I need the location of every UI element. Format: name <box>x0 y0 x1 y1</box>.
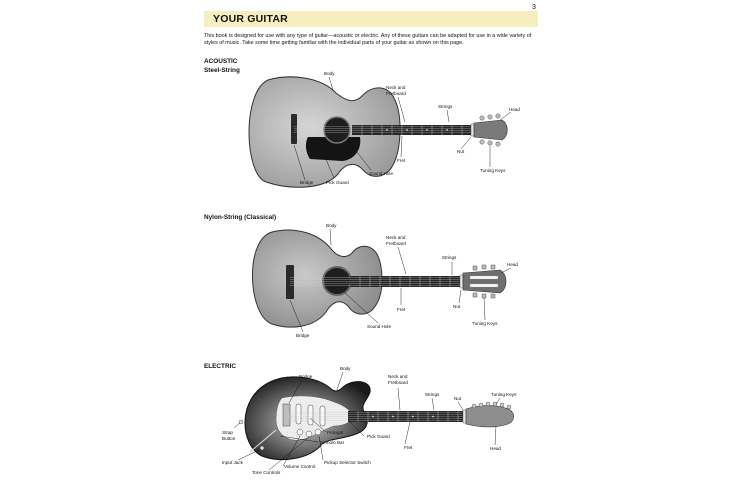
classical-neck-label: Neck and <box>386 235 406 240</box>
classical-head-label: Head <box>507 262 518 267</box>
acoustic-head-label: Head <box>509 107 520 112</box>
electric-head-label: Head <box>490 446 501 451</box>
acoustic-fret-label: Fret <box>397 158 406 163</box>
acoustic-nut-label: Nut <box>457 149 465 154</box>
acoustic-fretboard-label: Fretboard <box>386 91 406 96</box>
classical-head <box>463 270 506 293</box>
electric-input-jack-label: Input Jack <box>222 460 243 465</box>
electric-tremolo-bar-label: Tremolo Bar <box>319 440 345 445</box>
electric-bridge-label: Bridge <box>299 374 313 379</box>
electric-strings-label: Strings <box>425 392 440 397</box>
classical-strings-label: Strings <box>442 255 457 260</box>
classical-guitar <box>252 223 518 338</box>
page-number: 3 <box>532 4 536 11</box>
electric-button-label: Button <box>222 436 236 441</box>
classical-heading: Nylon-String (Classical) <box>204 214 277 221</box>
electric-fret-label: Fret <box>404 445 413 450</box>
electric-head <box>466 405 514 427</box>
acoustic-strings-label: Strings <box>438 104 453 109</box>
electric-bridge <box>283 404 290 426</box>
electric-guitar <box>222 366 517 475</box>
electric-pickups-label: Pickups <box>327 430 344 435</box>
acoustic-bridge-label: Bridge <box>300 180 314 185</box>
classical-sound-hole-label: Sound Hole <box>367 324 392 329</box>
electric-nut <box>463 410 466 423</box>
steel-string-heading: Steel-String <box>204 67 240 74</box>
acoustic-neck-label: Neck and <box>386 85 406 90</box>
classical-sound-hole <box>323 267 351 295</box>
electric-volume-control-label: Volume Control <box>284 464 316 469</box>
electric-body-label: Body <box>340 366 351 371</box>
electric-fretboard-label: Fretboard <box>388 380 408 385</box>
classical-fret-label: Fret <box>397 307 406 312</box>
electric-pickups <box>296 404 325 426</box>
acoustic-head <box>474 120 507 140</box>
classical-nut <box>460 275 463 288</box>
acoustic-pick-guard-label: Pick Guard <box>326 180 349 185</box>
electric-nut-label: Nut <box>454 396 462 401</box>
classical-bridge <box>286 265 294 299</box>
acoustic-nut <box>471 124 474 136</box>
classical-bridge-label: Bridge <box>296 333 310 338</box>
steel-string-guitar <box>249 71 520 187</box>
page-title: YOUR GUITAR <box>213 13 288 25</box>
electric-pick-guard-label: Pick Guard <box>367 434 390 439</box>
intro-paragraph: This book is designed for use with any type of guitar—acoustic or electric. Any of these guitars can be adapted for use in a wide variety of styles of music. Take some time getting familiar with the individual parts of your guitar as shown on this page. <box>204 33 532 47</box>
classical-fretboard-label: Fretboard <box>386 241 406 246</box>
electric-heading: ELECTRIC <box>204 363 236 370</box>
electric-pickup-selector-label: Pickup Selector Switch <box>324 460 371 465</box>
acoustic-body-label: Body <box>324 71 335 76</box>
classical-nut-label: Nut <box>453 304 461 309</box>
acoustic-sound-hole-label: Sound Hole <box>369 171 394 176</box>
electric-tone-controls-label: Tone Controls <box>252 470 281 475</box>
acoustic-sound-hole <box>324 117 350 143</box>
electric-tuning-keys-label: Tuning Keys <box>491 392 517 397</box>
classical-body-label: Body <box>326 223 337 228</box>
acoustic-heading: ACOUSTIC <box>204 58 238 65</box>
classical-tuning-keys-label: Tuning Keys <box>472 321 498 326</box>
acoustic-tuning-keys-label: Tuning Keys <box>480 168 506 173</box>
acoustic-bridge <box>291 114 297 144</box>
electric-neck-label: Neck and <box>388 374 408 379</box>
electric-strap-label: Strap <box>222 430 233 435</box>
